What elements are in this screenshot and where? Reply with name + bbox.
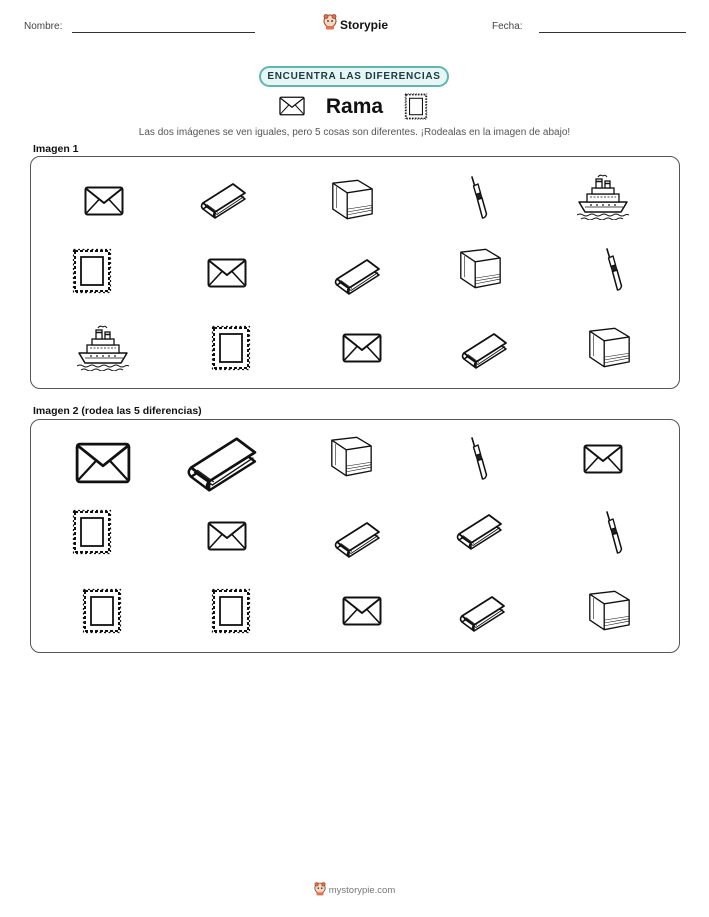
footer-site[interactable]: mystorypie.com xyxy=(328,885,396,896)
fountain-pen-icon[interactable] xyxy=(604,510,624,556)
book-open-cover-icon xyxy=(328,177,376,222)
date-line[interactable] xyxy=(539,32,686,33)
name-label: Nombre: xyxy=(24,21,63,32)
envelope-icon xyxy=(207,258,247,288)
image2-panel[interactable] xyxy=(30,419,680,653)
instructions: Las dos imágenes se ven iguales, pero 5 cosas son diferentes. ¡Rodealas en la imagen de abajo! xyxy=(138,127,571,138)
envelope-icon[interactable] xyxy=(342,596,382,626)
book-icon[interactable] xyxy=(185,428,261,492)
footer-mascot-icon xyxy=(314,882,326,899)
envelope-icon[interactable] xyxy=(583,444,623,474)
stamp-icon xyxy=(211,325,251,371)
book-icon[interactable] xyxy=(455,508,505,550)
book-open-cover-icon[interactable] xyxy=(327,434,375,479)
brand-logo xyxy=(323,14,388,35)
ship-icon xyxy=(577,174,629,220)
page-title: Rama xyxy=(325,95,384,118)
envelope-icon xyxy=(84,186,124,216)
envelope-icon xyxy=(342,333,382,363)
fountain-pen-icon xyxy=(604,247,624,293)
stamp-icon xyxy=(404,93,428,120)
envelope-icon[interactable] xyxy=(207,521,247,551)
fountain-pen-icon[interactable] xyxy=(469,436,489,482)
book-icon[interactable] xyxy=(458,590,508,632)
brand-name: Storypie xyxy=(340,17,389,32)
footer xyxy=(0,882,709,899)
image1-panel xyxy=(30,156,680,389)
mascot-icon xyxy=(323,14,337,35)
stamp-icon xyxy=(72,248,112,294)
image2-label: Imagen 2 (rodea las 5 diferencias) xyxy=(33,405,202,417)
name-line[interactable] xyxy=(72,32,255,33)
activity-badge: ENCUENTRA LAS DIFERENCIAS xyxy=(259,66,449,87)
book-icon[interactable] xyxy=(333,516,383,558)
book-open-cover-icon[interactable] xyxy=(585,588,633,633)
book-open-cover-icon xyxy=(456,246,504,291)
book-icon xyxy=(333,253,383,295)
book-icon xyxy=(199,177,249,219)
stamp-icon[interactable] xyxy=(211,588,251,634)
ship-icon xyxy=(77,325,129,371)
book-icon xyxy=(460,327,510,369)
envelope-icon[interactable] xyxy=(74,442,132,484)
book-open-cover-icon xyxy=(585,325,633,370)
stamp-icon[interactable] xyxy=(82,588,122,634)
fountain-pen-icon xyxy=(469,175,489,221)
date-label: Fecha: xyxy=(492,21,523,32)
image1-label: Imagen 1 xyxy=(33,143,79,155)
stamp-icon[interactable] xyxy=(72,509,112,555)
